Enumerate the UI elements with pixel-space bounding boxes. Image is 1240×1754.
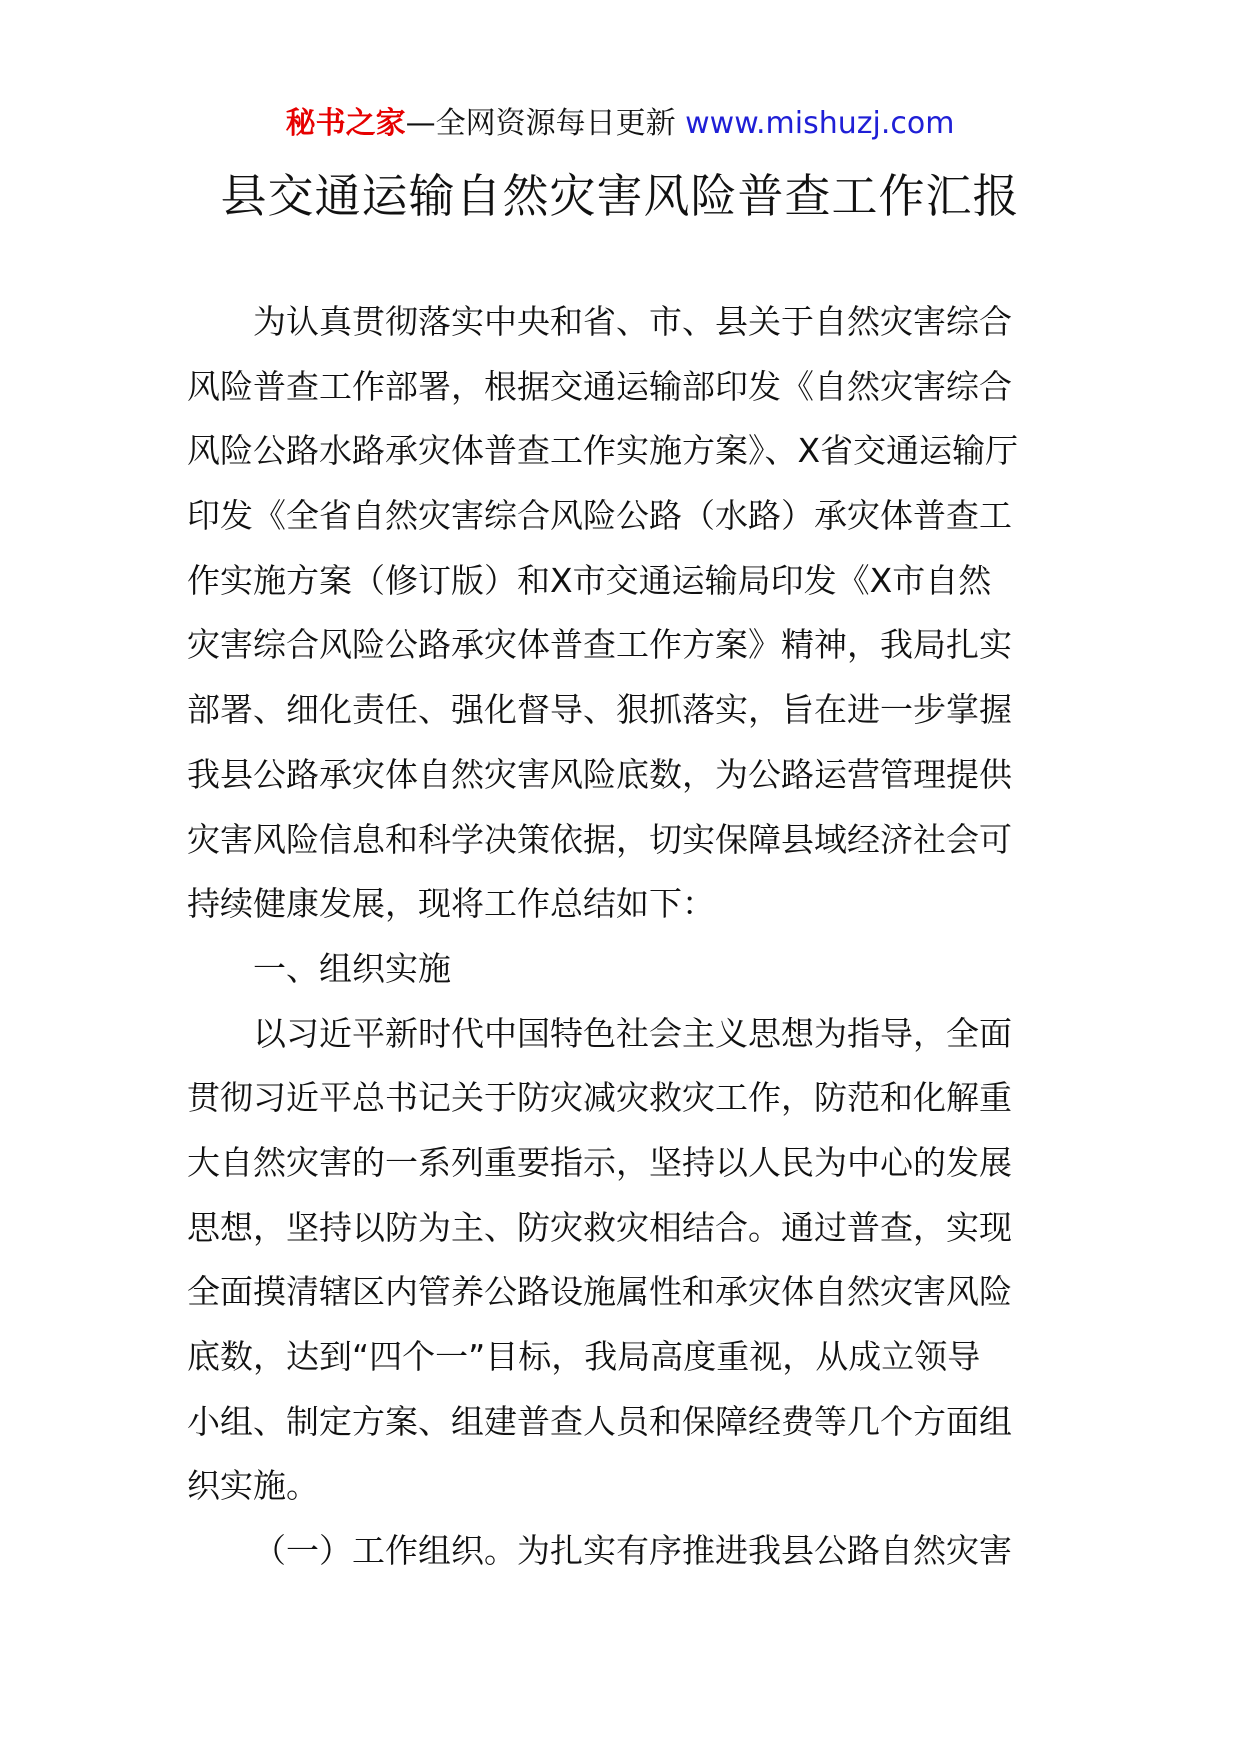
body-line: 大自然灾害的一系列重要指示，坚持以人民为中心的发展 [187, 1142, 1012, 1182]
document-title: 县交通运输自然灾害风险普查工作汇报 [220, 169, 1020, 223]
body-line: 织实施。 [187, 1466, 319, 1506]
body-line: 灾害风险信息和科学决策依据，切实保障县域经济社会可 [187, 819, 1012, 859]
body-line: 为认真贯彻落实中央和省、市、县关于自然灾害综合 [253, 302, 1012, 341]
document-body [187, 290, 1067, 1584]
banner-url-link[interactable]: www.mishuzj.com [685, 106, 955, 141]
banner-tagline: —全网资源每日更新 [405, 106, 686, 141]
banner-brand: 秘书之家 [285, 106, 406, 141]
site-banner [0, 104, 1240, 144]
body-line: 印发《全省自然灾害综合风险公路（水路）承灾体普查工 [187, 496, 1012, 536]
body-line: 一、组织实施 [253, 948, 451, 988]
body-line: （一）工作组织。为扎实有序推进我县公路自然灾害 [253, 1531, 1012, 1571]
body-line: 作实施方案（修订版）和X市交通运输局印发《X市自然 [187, 560, 992, 600]
body-line: 小组、制定方案、组建普查人员和保障经费等几个方面组 [187, 1401, 1012, 1441]
body-line: 底数，达到“四个一”目标，我局高度重视，从成立领导 [187, 1337, 981, 1376]
body-line: 我县公路承灾体自然灾害风险底数，为公路运营管理提供 [187, 754, 1012, 794]
body-line: 以习近平新时代中国特色社会主义思想为指导，全面 [253, 1013, 1012, 1053]
body-line: 风险公路水路承灾体普查工作实施方案》、X省交通运输厅 [187, 431, 1019, 471]
body-line: 贯彻习近平总书记关于防灾减灾救灾工作，防范和化解重 [187, 1078, 1012, 1118]
body-line: 灾害综合风险公路承灾体普查工作方案》精神，我局扎实 [187, 625, 1012, 665]
body-line: 持续健康发展，现将工作总结如下： [187, 884, 715, 924]
body-line: 思想，坚持以防为主、防灾救灾相结合。通过普查，实现 [187, 1207, 1012, 1247]
body-line: 风险普查工作部署，根据交通运输部印发《自然灾害综合 [187, 366, 1012, 406]
body-line: 全面摸清辖区内管养公路设施属性和承灾体自然灾害风险 [187, 1272, 1012, 1312]
body-line: 部署、细化责任、强化督导、狠抓落实，旨在进一步掌握 [187, 690, 1012, 730]
